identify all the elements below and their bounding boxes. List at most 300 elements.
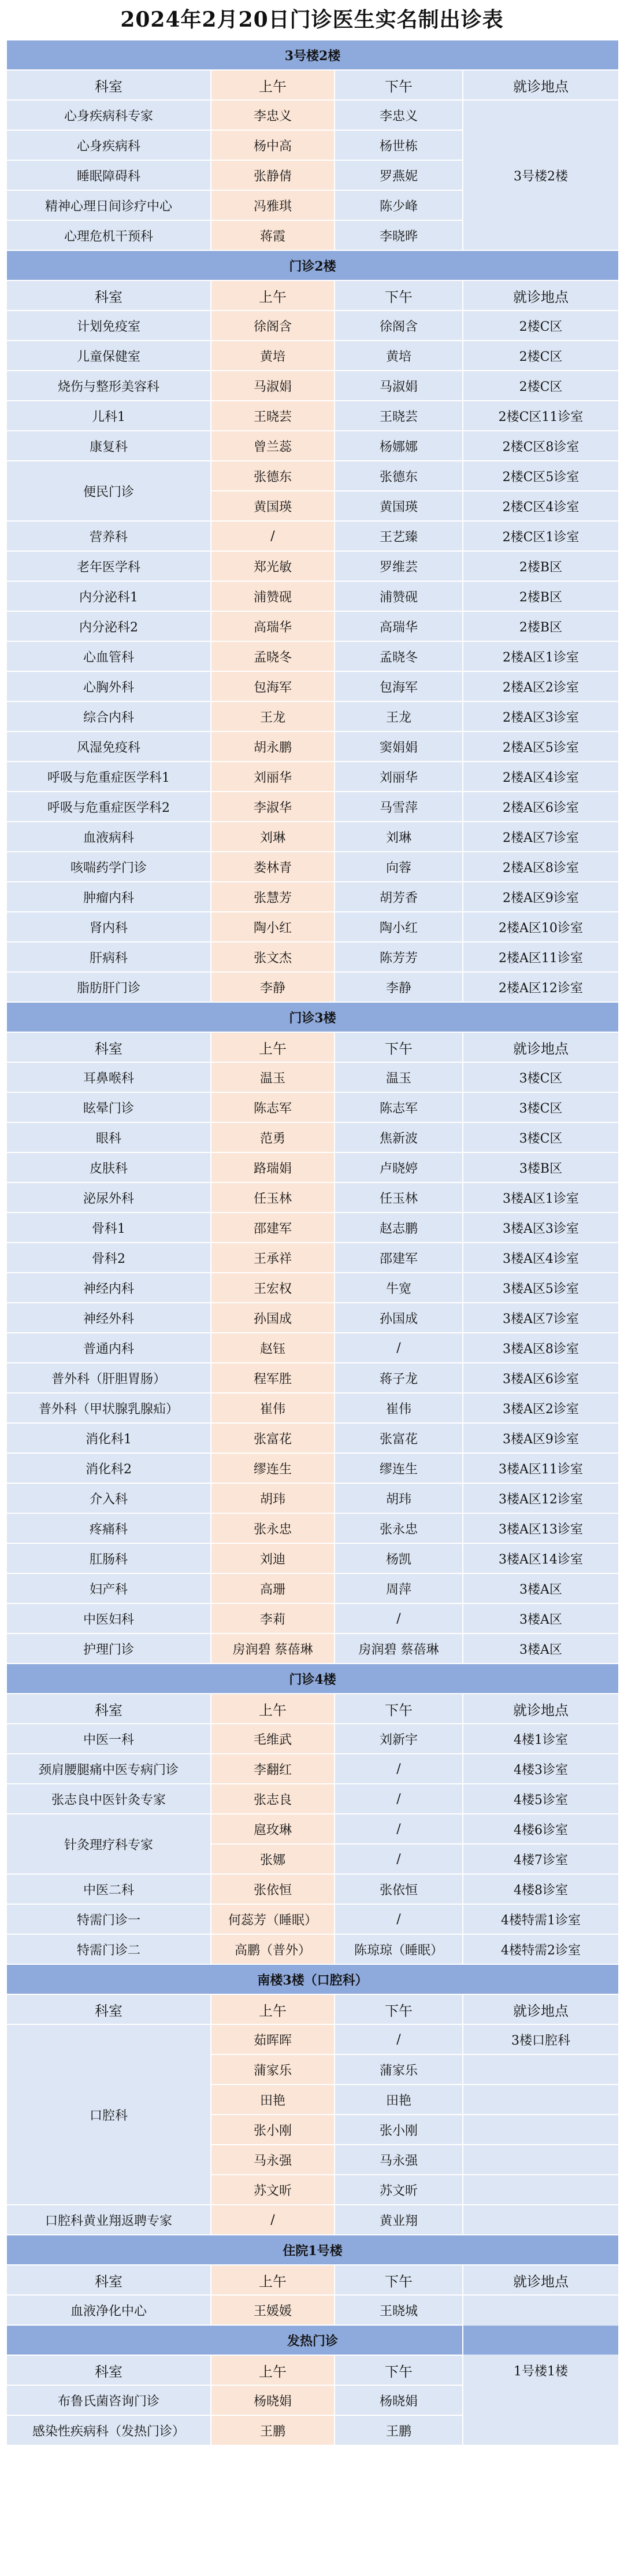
morning-doctor-cell: /: [211, 2205, 335, 2235]
location-cell: 2楼A区5诊室: [463, 731, 619, 762]
section-header-row: [6, 250, 619, 280]
afternoon-doctor-cell: 胡芳香: [335, 882, 463, 912]
dept-cell: 妇产科: [6, 1573, 211, 1603]
table-row: [6, 1423, 619, 1453]
column-header-dept: 科室: [6, 2265, 211, 2295]
column-header-am: 上午: [211, 1994, 335, 2024]
location-cell: [463, 2205, 619, 2235]
morning-doctor-cell: 黄培: [211, 341, 335, 371]
section-title: 住院1号楼: [6, 2235, 619, 2265]
column-header-row: [6, 1694, 619, 1724]
morning-doctor-cell: 张富花: [211, 1423, 335, 1453]
dept-cell: 普外科（甲状腺乳腺疝）: [6, 1393, 211, 1423]
morning-doctor-cell: 浦赞砚: [211, 581, 335, 611]
morning-doctor-cell: 刘迪: [211, 1543, 335, 1573]
location-cell: 3楼A区1诊室: [463, 1182, 619, 1213]
afternoon-doctor-cell: 蒲家乐: [335, 2054, 463, 2085]
location-cell: 2楼C区: [463, 311, 619, 341]
location-cell: 2楼C区: [463, 371, 619, 401]
afternoon-doctor-cell: 高瑞华: [335, 611, 463, 641]
afternoon-doctor-cell: 孙国成: [335, 1303, 463, 1333]
column-header-location: 就诊地点: [463, 1032, 619, 1062]
section-title: 门诊3楼: [6, 1002, 619, 1032]
morning-doctor-cell: 马永强: [211, 2145, 335, 2175]
afternoon-doctor-cell: 包海军: [335, 671, 463, 701]
dept-cell: 眼科: [6, 1122, 211, 1152]
table-row: [6, 2205, 619, 2235]
column-header-row: [6, 1032, 619, 1062]
location-cell: 2楼C区5诊室: [463, 461, 619, 491]
section-header-row: [6, 2235, 619, 2265]
morning-doctor-cell: 张娜: [211, 1844, 335, 1874]
afternoon-doctor-cell: 陈志军: [335, 1092, 463, 1122]
location-cell: 2楼A区2诊室: [463, 671, 619, 701]
location-cell: 3楼A区13诊室: [463, 1513, 619, 1543]
morning-doctor-cell: 曾兰蕊: [211, 431, 335, 461]
morning-doctor-cell: 王晓芸: [211, 401, 335, 431]
location-cell: 3楼A区: [463, 1573, 619, 1603]
table-row: [6, 1934, 619, 1964]
location-cell: 4楼5诊室: [463, 1784, 619, 1814]
table-row: [6, 341, 619, 371]
dept-cell: 肝病科: [6, 942, 211, 972]
morning-doctor-cell: 杨晓娟: [211, 2385, 335, 2415]
table-row: [6, 1182, 619, 1213]
location-cell: [463, 2175, 619, 2205]
dept-cell: 计划免疫室: [6, 311, 211, 341]
morning-doctor-cell: 张文杰: [211, 942, 335, 972]
dept-cell: 儿童保健室: [6, 341, 211, 371]
morning-doctor-cell: 张志良: [211, 1784, 335, 1814]
location-cell: 4楼7诊室: [463, 1844, 619, 1874]
section-header-row: [6, 40, 619, 70]
afternoon-doctor-cell: 周萍: [335, 1573, 463, 1603]
morning-doctor-cell: /: [211, 521, 335, 551]
table-row: [6, 461, 619, 491]
morning-doctor-cell: 任玉林: [211, 1182, 335, 1213]
dept-cell: 睡眠障碍科: [6, 160, 211, 190]
table-row: [6, 431, 619, 461]
dept-cell: 中医妇科: [6, 1603, 211, 1633]
table-row: [6, 1724, 619, 1754]
section-header-row: [6, 1964, 619, 1994]
column-header-pm: 下午: [335, 70, 463, 100]
afternoon-doctor-cell: 王艺臻: [335, 521, 463, 551]
afternoon-doctor-cell: 王龙: [335, 701, 463, 731]
location-cell: 3楼C区: [463, 1122, 619, 1152]
location-cell: 2楼B区: [463, 551, 619, 581]
afternoon-doctor-cell: 罗燕妮: [335, 160, 463, 190]
column-header-dept: 科室: [6, 1032, 211, 1062]
section-title: 门诊4楼: [6, 1664, 619, 1694]
table-row: [6, 1814, 619, 1844]
afternoon-doctor-cell: /: [335, 2024, 463, 2054]
location-cell: 3楼A区12诊室: [463, 1483, 619, 1513]
morning-doctor-cell: 包海军: [211, 671, 335, 701]
location-cell: 2楼A区12诊室: [463, 972, 619, 1002]
table-row: [6, 611, 619, 641]
dept-cell: 营养科: [6, 521, 211, 551]
afternoon-doctor-cell: 王晓芸: [335, 401, 463, 431]
morning-doctor-cell: 李莉: [211, 1603, 335, 1633]
afternoon-doctor-cell: 陶小红: [335, 912, 463, 942]
column-header-pm: 下午: [335, 1994, 463, 2024]
table-row: [6, 1513, 619, 1543]
dept-cell: 张志良中医针灸专家: [6, 1784, 211, 1814]
table-row: [6, 972, 619, 1002]
column-header-row: [6, 280, 619, 311]
column-header-pm: 下午: [335, 280, 463, 311]
morning-doctor-cell: 胡玮: [211, 1483, 335, 1513]
dept-cell: 口腔科黄业翔返聘专家: [6, 2205, 211, 2235]
dept-cell: 风湿免疫科: [6, 731, 211, 762]
section-header-row: [6, 1002, 619, 1032]
table-row: [6, 1483, 619, 1513]
location-cell: [463, 2145, 619, 2175]
section-header-row: [6, 2325, 619, 2355]
morning-doctor-cell: 陶小红: [211, 912, 335, 942]
table-row: [6, 1573, 619, 1603]
table-row: [6, 521, 619, 551]
dept-cell: 颈肩腰腿痛中医专病门诊: [6, 1754, 211, 1784]
table-row: [6, 401, 619, 431]
table-row: [6, 311, 619, 341]
afternoon-doctor-cell: 向蓉: [335, 852, 463, 882]
table-row: [6, 822, 619, 852]
table-row: [6, 1333, 619, 1363]
morning-doctor-cell: 娄林青: [211, 852, 335, 882]
location-cell: 3楼C区: [463, 1062, 619, 1092]
location-cell: 4楼特需2诊室: [463, 1934, 619, 1964]
table-row: [6, 792, 619, 822]
location-cell: 2楼C区8诊室: [463, 431, 619, 461]
morning-doctor-cell: 李翻红: [211, 1754, 335, 1784]
afternoon-doctor-cell: 张依恒: [335, 1874, 463, 1904]
location-cell: 1号楼1楼: [463, 2295, 619, 2445]
afternoon-doctor-cell: 赵志鹏: [335, 1213, 463, 1243]
dept-cell: 针灸理疗科专家: [6, 1814, 211, 1874]
dept-cell: 疼痛科: [6, 1513, 211, 1543]
morning-doctor-cell: 孟晓冬: [211, 641, 335, 671]
column-header-dept: 科室: [6, 280, 211, 311]
table-row: [6, 731, 619, 762]
table-row: [6, 1152, 619, 1182]
table-row: [6, 1904, 619, 1934]
section-title: 门诊2楼: [6, 250, 619, 280]
section-title: 3号楼2楼: [6, 40, 619, 70]
column-header-am: 上午: [211, 2355, 335, 2385]
morning-doctor-cell: 李淑华: [211, 792, 335, 822]
dept-cell: 肛肠科: [6, 1543, 211, 1573]
location-cell: 3楼A区5诊室: [463, 1273, 619, 1303]
column-header-dept: 科室: [6, 2355, 211, 2385]
afternoon-doctor-cell: 张富花: [335, 1423, 463, 1453]
dept-cell: 普外科（肝胆胃肠）: [6, 1363, 211, 1393]
dept-cell: 肾内科: [6, 912, 211, 942]
morning-doctor-cell: 张永忠: [211, 1513, 335, 1543]
location-cell: 3号楼2楼: [463, 100, 619, 250]
table-row: [6, 1874, 619, 1904]
location-cell: 2楼A区8诊室: [463, 852, 619, 882]
table-row: [6, 551, 619, 581]
dept-cell: 血液净化中心: [6, 2295, 211, 2325]
location-cell: 3楼A区3诊室: [463, 1213, 619, 1243]
table-row: [6, 1633, 619, 1664]
schedule-table: [6, 39, 619, 2446]
morning-doctor-cell: 王承祥: [211, 1243, 335, 1273]
dept-cell: 耳鼻喉科: [6, 1062, 211, 1092]
dept-cell: 骨科1: [6, 1213, 211, 1243]
dept-cell: 肿瘤内科: [6, 882, 211, 912]
afternoon-doctor-cell: 苏文昕: [335, 2175, 463, 2205]
table-row: [6, 1754, 619, 1784]
afternoon-doctor-cell: 张德东: [335, 461, 463, 491]
location-cell: 2楼B区: [463, 611, 619, 641]
dept-cell: 心身疾病科专家: [6, 100, 211, 130]
column-header-am: 上午: [211, 1032, 335, 1062]
location-cell: 2楼A区10诊室: [463, 912, 619, 942]
location-cell: 3楼B区: [463, 1152, 619, 1182]
table-row: [6, 671, 619, 701]
afternoon-doctor-cell: 蒋子龙: [335, 1363, 463, 1393]
table-row: [6, 1363, 619, 1393]
afternoon-doctor-cell: 牛宽: [335, 1273, 463, 1303]
afternoon-doctor-cell: 杨娜娜: [335, 431, 463, 461]
table-row: [6, 701, 619, 731]
morning-doctor-cell: 何蕊芳（睡眠）: [211, 1904, 335, 1934]
column-header-dept: 科室: [6, 1994, 211, 2024]
table-row: [6, 581, 619, 611]
table-row: [6, 1303, 619, 1333]
table-row: [6, 1062, 619, 1092]
dept-cell: 老年医学科: [6, 551, 211, 581]
afternoon-doctor-cell: 张小刚: [335, 2115, 463, 2145]
location-cell: 2楼A区4诊室: [463, 762, 619, 792]
location-cell: [463, 2115, 619, 2145]
morning-doctor-cell: 张依恒: [211, 1874, 335, 1904]
morning-doctor-cell: 王鹏: [211, 2415, 335, 2445]
location-cell: 3楼口腔科: [463, 2024, 619, 2054]
location-cell: 3楼A区14诊室: [463, 1543, 619, 1573]
location-cell: 3楼A区7诊室: [463, 1303, 619, 1333]
location-cell: 4楼6诊室: [463, 1814, 619, 1844]
afternoon-doctor-cell: 焦新波: [335, 1122, 463, 1152]
dept-cell: 心血管科: [6, 641, 211, 671]
afternoon-doctor-cell: 缪连生: [335, 1453, 463, 1483]
morning-doctor-cell: 蒋霞: [211, 220, 335, 250]
morning-doctor-cell: 胡永鹏: [211, 731, 335, 762]
afternoon-doctor-cell: 马淑娟: [335, 371, 463, 401]
morning-doctor-cell: 邵建军: [211, 1213, 335, 1243]
schedule-document: [6, 39, 618, 2446]
morning-doctor-cell: 田艳: [211, 2085, 335, 2115]
morning-doctor-cell: 房润碧 蔡蓓琳: [211, 1633, 335, 1664]
afternoon-doctor-cell: 黄培: [335, 341, 463, 371]
location-cell: 2楼A区7诊室: [463, 822, 619, 852]
dept-cell: 便民门诊: [6, 461, 211, 521]
afternoon-doctor-cell: 罗维芸: [335, 551, 463, 581]
afternoon-doctor-cell: 田艳: [335, 2085, 463, 2115]
afternoon-doctor-cell: /: [335, 1333, 463, 1363]
table-row: [6, 1122, 619, 1152]
morning-doctor-cell: 崔伟: [211, 1393, 335, 1423]
dept-cell: 神经内科: [6, 1273, 211, 1303]
dept-cell: 心身疾病科: [6, 130, 211, 160]
location-cell: 2楼C区11诊室: [463, 401, 619, 431]
morning-doctor-cell: 刘琳: [211, 822, 335, 852]
column-header-location: 就诊地点: [463, 1694, 619, 1724]
location-cell: 2楼C区4诊室: [463, 491, 619, 521]
location-cell: [463, 2085, 619, 2115]
location-cell: 3楼A区9诊室: [463, 1423, 619, 1453]
morning-doctor-cell: 缪连生: [211, 1453, 335, 1483]
section-title: 发热门诊: [6, 2325, 619, 2355]
afternoon-doctor-cell: 任玉林: [335, 1182, 463, 1213]
morning-doctor-cell: 张静倩: [211, 160, 335, 190]
location-cell: 4楼8诊室: [463, 1874, 619, 1904]
location-cell: 3楼A区: [463, 1633, 619, 1664]
morning-doctor-cell: 赵钰: [211, 1333, 335, 1363]
location-cell: 2楼A区3诊室: [463, 701, 619, 731]
column-header-am: 上午: [211, 2265, 335, 2295]
dept-cell: 皮肤科: [6, 1152, 211, 1182]
dept-cell: 布鲁氏菌咨询门诊: [6, 2385, 211, 2415]
table-row: [6, 1784, 619, 1814]
table-row: [6, 2024, 619, 2054]
morning-doctor-cell: 冯雅琪: [211, 190, 335, 220]
table-row: [6, 2295, 619, 2325]
column-header-dept: 科室: [6, 70, 211, 100]
dept-cell: 儿科1: [6, 401, 211, 431]
afternoon-doctor-cell: 卢晓婷: [335, 1152, 463, 1182]
afternoon-doctor-cell: 窦娟娟: [335, 731, 463, 762]
column-header-pm: 下午: [335, 2265, 463, 2295]
dept-cell: 呼吸与危重症医学科2: [6, 792, 211, 822]
dept-cell: 中医二科: [6, 1874, 211, 1904]
afternoon-doctor-cell: 张永忠: [335, 1513, 463, 1543]
table-row: [6, 1393, 619, 1423]
morning-doctor-cell: 李忠义: [211, 100, 335, 130]
location-cell: 2楼A区11诊室: [463, 942, 619, 972]
schedule-body: [6, 40, 619, 2445]
dept-cell: 呼吸与危重症医学科1: [6, 762, 211, 792]
dept-cell: 康复科: [6, 431, 211, 461]
location-cell: 4楼1诊室: [463, 1724, 619, 1754]
afternoon-doctor-cell: 房润碧 蔡蓓琳: [335, 1633, 463, 1664]
morning-doctor-cell: 高瑞华: [211, 611, 335, 641]
afternoon-doctor-cell: /: [335, 1784, 463, 1814]
location-cell: [463, 2054, 619, 2085]
column-header-row: [6, 70, 619, 100]
afternoon-doctor-cell: 马永强: [335, 2145, 463, 2175]
column-header-pm: 下午: [335, 2355, 463, 2385]
table-row: [6, 641, 619, 671]
morning-doctor-cell: 扈玫琳: [211, 1814, 335, 1844]
dept-cell: 泌尿外科: [6, 1182, 211, 1213]
location-cell: 2楼A区6诊室: [463, 792, 619, 822]
morning-doctor-cell: 徐阁含: [211, 311, 335, 341]
afternoon-doctor-cell: /: [335, 1754, 463, 1784]
table-row: [6, 912, 619, 942]
morning-doctor-cell: 李静: [211, 972, 335, 1002]
location-cell: 3楼C区: [463, 1092, 619, 1122]
column-header-am: 上午: [211, 280, 335, 311]
afternoon-doctor-cell: 王鹏: [335, 2415, 463, 2445]
morning-doctor-cell: 路瑞娟: [211, 1152, 335, 1182]
dept-cell: 心理危机干预科: [6, 220, 211, 250]
section-title: 南楼3楼（口腔科）: [6, 1964, 619, 1994]
morning-doctor-cell: 王龙: [211, 701, 335, 731]
table-row: [6, 1213, 619, 1243]
morning-doctor-cell: 陈志军: [211, 1092, 335, 1122]
morning-doctor-cell: 杨中高: [211, 130, 335, 160]
table-row: [6, 852, 619, 882]
dept-cell: 口腔科: [6, 2024, 211, 2205]
location-cell: 3楼A区: [463, 1603, 619, 1633]
dept-cell: 脂肪肝门诊: [6, 972, 211, 1002]
morning-doctor-cell: 王宏权: [211, 1273, 335, 1303]
afternoon-doctor-cell: 徐阁含: [335, 311, 463, 341]
afternoon-doctor-cell: /: [335, 1904, 463, 1934]
morning-doctor-cell: 程军胜: [211, 1363, 335, 1393]
dept-cell: 咳喘药学门诊: [6, 852, 211, 882]
table-row: [6, 762, 619, 792]
dept-cell: 烧伤与整形美容科: [6, 371, 211, 401]
afternoon-doctor-cell: 胡玮: [335, 1483, 463, 1513]
location-cell: 2楼A区9诊室: [463, 882, 619, 912]
afternoon-doctor-cell: 陈少峰: [335, 190, 463, 220]
afternoon-doctor-cell: /: [335, 1844, 463, 1874]
morning-doctor-cell: 毛维武: [211, 1724, 335, 1754]
morning-doctor-cell: 高珊: [211, 1573, 335, 1603]
column-header-location: 就诊地点: [463, 1994, 619, 2024]
location-cell: 2楼C区1诊室: [463, 521, 619, 551]
morning-doctor-cell: 张德东: [211, 461, 335, 491]
dept-cell: 精神心理日间诊疗中心: [6, 190, 211, 220]
dept-cell: 眩晕门诊: [6, 1092, 211, 1122]
afternoon-doctor-cell: 崔伟: [335, 1393, 463, 1423]
section-header-row: [6, 1664, 619, 1694]
dept-cell: 骨科2: [6, 1243, 211, 1273]
column-header-location: 就诊地点: [463, 280, 619, 311]
location-cell: 2楼C区: [463, 341, 619, 371]
dept-cell: 内分泌科1: [6, 581, 211, 611]
afternoon-doctor-cell: 王晓城: [335, 2295, 463, 2325]
morning-doctor-cell: 王媛媛: [211, 2295, 335, 2325]
column-header-row: [6, 2265, 619, 2295]
column-header-location: 就诊地点: [463, 2265, 619, 2295]
dept-cell: 介入科: [6, 1483, 211, 1513]
location-cell: 4楼特需1诊室: [463, 1904, 619, 1934]
afternoon-doctor-cell: 杨晓娟: [335, 2385, 463, 2415]
morning-doctor-cell: 张小刚: [211, 2115, 335, 2145]
afternoon-doctor-cell: 李忠义: [335, 100, 463, 130]
table-row: [6, 942, 619, 972]
morning-doctor-cell: 范勇: [211, 1122, 335, 1152]
afternoon-doctor-cell: 杨世栋: [335, 130, 463, 160]
afternoon-doctor-cell: 陈琼琼（睡眠）: [335, 1934, 463, 1964]
table-row: [6, 882, 619, 912]
location-cell: 3楼A区11诊室: [463, 1453, 619, 1483]
morning-doctor-cell: 刘丽华: [211, 762, 335, 792]
dept-cell: 消化科2: [6, 1453, 211, 1483]
morning-doctor-cell: 高鹏（普外）: [211, 1934, 335, 1964]
column-header-am: 上午: [211, 70, 335, 100]
dept-cell: 内分泌科2: [6, 611, 211, 641]
dept-cell: 血液病科: [6, 822, 211, 852]
afternoon-doctor-cell: 邵建军: [335, 1243, 463, 1273]
morning-doctor-cell: 孙国成: [211, 1303, 335, 1333]
